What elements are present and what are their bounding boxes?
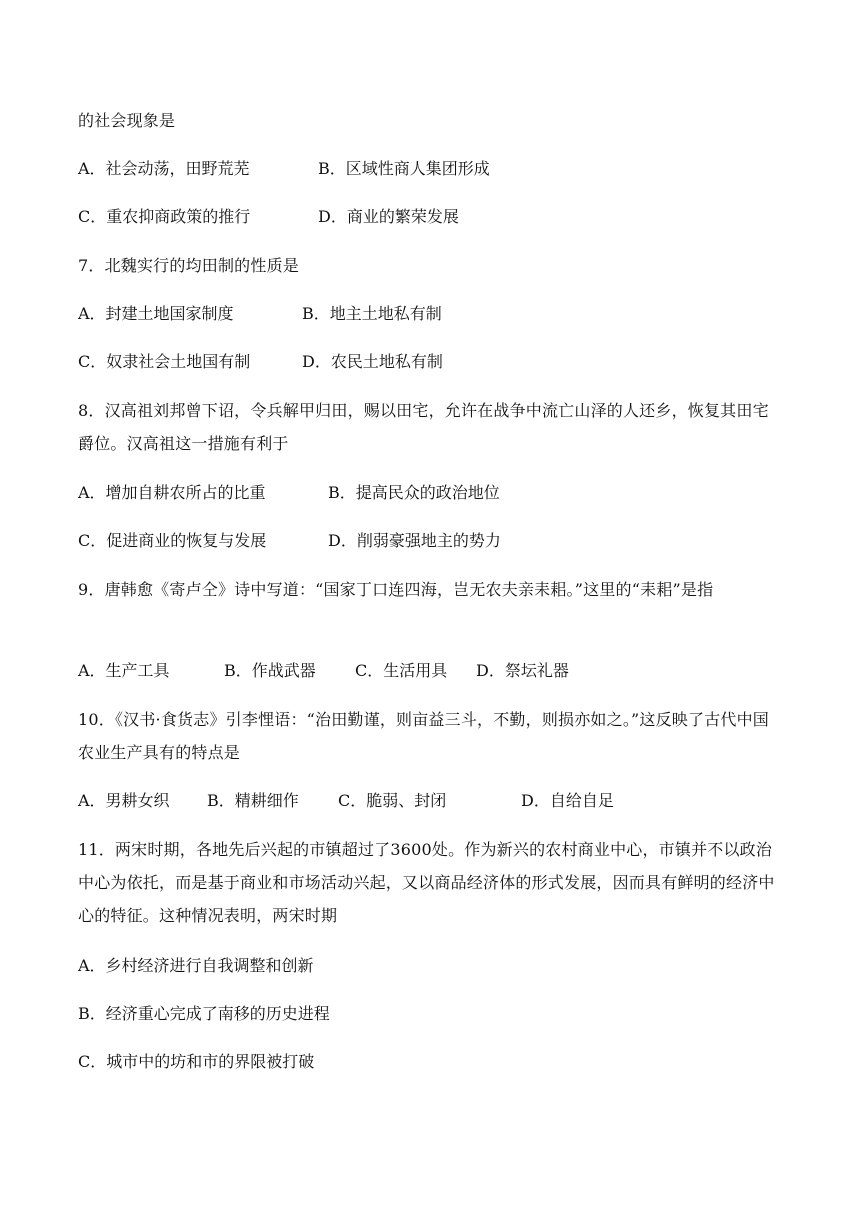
q11-option-b: B．经济重心完成了南移的历史进程	[78, 1004, 330, 1023]
q8-stem: 8．汉高祖刘邦曾下诏，令兵解甲归田，赐以田宅，允许在战争中流亡山泽的人还乡，恢复其田宅爵位。汉高祖这一措施有利于	[78, 401, 769, 453]
q8-option-c: C．促进商业的恢复与发展	[78, 531, 267, 550]
q11-option-c: C．城市中的坊和市的界限被打破	[78, 1052, 315, 1071]
q6-option-c: C．重农抑商政策的推行	[78, 207, 251, 226]
q10-option-b: B．精耕细作	[207, 791, 299, 810]
q9-option-c: C．生活用具	[355, 661, 448, 680]
q10-option-c: C．脆弱、封闭	[338, 791, 447, 810]
q10-stem: 10．《汉书·食货志》引李悝语：“治田勤谨，则亩益三斗，不勤，则损亦如之。”这反映了古代中国农业生产具有的特点是	[78, 710, 770, 762]
q6-option-d: D．商业的繁荣发展	[318, 207, 459, 226]
q7-option-b: B．地主土地私有制	[302, 304, 442, 323]
q7-option-d: D．农民土地私有制	[302, 352, 443, 371]
q10-option-a: A．男耕女织	[78, 791, 170, 810]
q8-option-d: D．削弱豪强地主的势力	[328, 531, 501, 550]
q11-stem: 11．两宋时期，各地先后兴起的市镇超过了3600处。作为新兴的农村商业中心，市镇并不以政治中心为依托，而是基于商业和市场活动兴起，又以商品经济体的形式发展，因而具有鲜明的经济中心的特征。这种情况表明，两宋时期	[78, 840, 775, 925]
q7-option-c: C．奴隶社会土地国有制	[78, 352, 251, 371]
q8-option-a: A．增加自耕农所占的比重	[78, 483, 266, 502]
q6-option-a: A．社会动荡，田野荒芜	[78, 159, 250, 178]
q6-option-b: B．区域性商人集团形成	[318, 159, 490, 178]
q9-option-d: D．祭坛礼器	[476, 661, 569, 680]
q10-option-d: D．自给自足	[521, 791, 614, 810]
q9-option-a: A．生产工具	[78, 661, 170, 680]
q9-stem: 9．唐韩愈《寄卢仝》诗中写道：“国家丁口连四海，岂无农夫亲耒耜。”这里的“耒耜”是指	[78, 580, 714, 599]
q11-option-a: A．乡村经济进行自我调整和创新	[78, 956, 314, 975]
continuation-text: 的社会现象是	[78, 111, 176, 130]
q7-option-a: A．封建土地国家制度	[78, 304, 234, 323]
q8-option-b: B．提高民众的政治地位	[328, 483, 500, 502]
q9-option-b: B．作战武器	[224, 661, 316, 680]
q7-stem: 7．北魏实行的均田制的性质是	[78, 256, 299, 275]
